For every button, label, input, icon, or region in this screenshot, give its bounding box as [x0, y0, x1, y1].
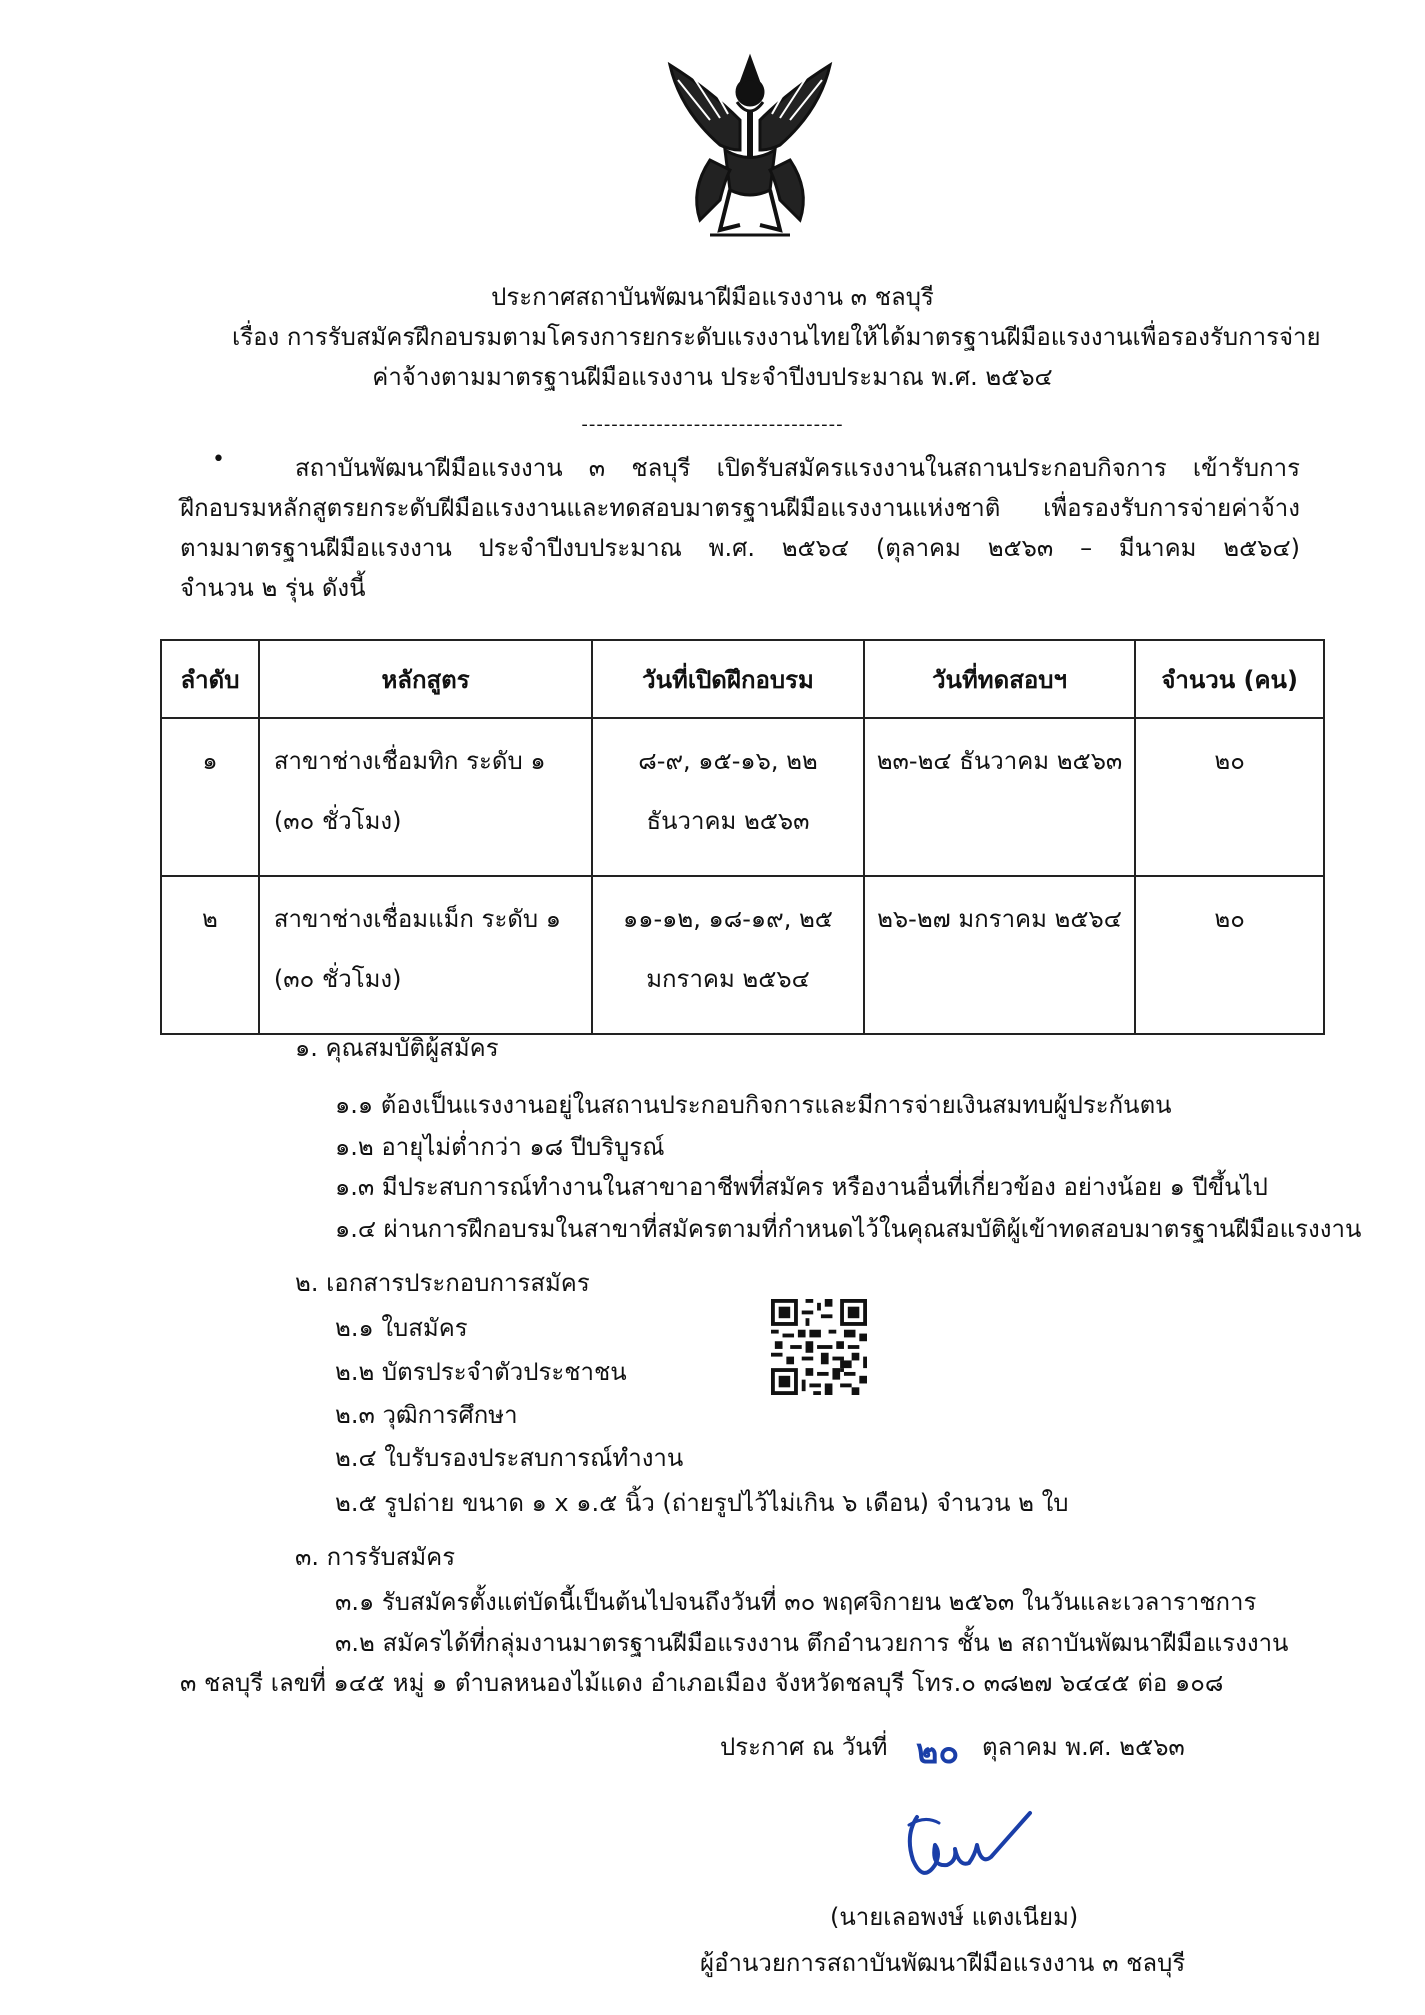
train-month: มกราคม ๒๕๖๔ [646, 965, 810, 993]
train-days: ๘-๙, ๑๕-๑๖, ๒๒ [638, 747, 818, 775]
row-test-date: ๒๖-๒๗ มกราคม ๒๕๖๔ [864, 876, 1136, 1034]
garuda-emblem-icon [650, 40, 850, 245]
row-no: ๒ [161, 876, 259, 1034]
col-header-course: หลักสูตร [259, 640, 592, 718]
col-header-test-date: วันที่ทดสอบฯ [864, 640, 1136, 718]
row-count: ๒๐ [1135, 876, 1324, 1034]
course-name: สาขาช่างเชื่อมทิก ระดับ ๑ [273, 747, 546, 775]
announce-date-suffix: ตุลาคม พ.ศ. ๒๕๖๓ [982, 1733, 1185, 1761]
row-train-date [592, 876, 864, 1034]
announcement-title: ประกาศสถาบันพัฒนาฝีมือแรงงาน ๓ ชลบุรี [491, 283, 934, 311]
section-2-item-5: ๒.๕ รูปถ่าย ขนาด ๑ x ๑.๕ นิ้ว (ถ่ายรูปไว้ไม่เกิน ๖ เดือน) จำนวน ๒ ใบ [335, 1489, 1069, 1517]
train-month: ธันวาคม ๒๕๖๓ [646, 807, 810, 835]
section-2-item-4: ๒.๔ ใบรับรองประสบการณ์ทำงาน [335, 1444, 684, 1472]
handwritten-signature-icon [895, 1805, 1035, 1895]
section-1-item-3: ๑.๓ มีประสบการณ์ทำงานในสาขาอาชีพที่สมัคร หรืองานอื่นที่เกี่ยวข้อง อย่างน้อย ๑ ปีขึ้นไป [335, 1173, 1268, 1201]
col-header-count: จำนวน (คน) [1135, 640, 1324, 718]
announce-date-prefix: ประกาศ ณ วันที่ [720, 1733, 888, 1761]
col-header-no: ลำดับ [161, 640, 259, 718]
row-test-date: ๒๓-๒๔ ธันวาคม ๒๕๖๓ [864, 718, 1136, 876]
table-row [161, 876, 1324, 1034]
intro-line-1: สถาบันพัฒนาฝีมือแรงงาน ๓ ชลบุรี เปิดรับสมัครแรงงานในสถานประกอบกิจการ เข้ารับการ [295, 454, 1300, 482]
row-course [259, 876, 592, 1034]
course-hours: (๓๐ ชั่วโมง) [273, 807, 402, 835]
section-2-item-1: ๒.๑ ใบสมัคร [335, 1314, 468, 1342]
intro-paragraph [180, 448, 1300, 608]
intro-line-3: ตามมาตรฐานฝีมือแรงงาน ประจำปีงบประมาณ พ.ศ. ๒๕๖๔ (ตุลาคม ๒๕๖๓ – มีนาคม ๒๕๖๔) [180, 534, 1300, 562]
section-2-item-2: ๒.๒ บัตรประจำตัวประชาชน [335, 1358, 627, 1386]
table-row [161, 718, 1324, 876]
section-1-item-4: ๑.๔ ผ่านการฝึกอบรมในสาขาที่สมัครตามที่กำหนดไว้ในคุณสมบัติผู้เข้าทดสอบมาตรฐานฝีมือแรงงาน [335, 1215, 1362, 1243]
bullet-mark: • [212, 447, 225, 472]
section-2-item-3: ๒.๓ วุฒิการศึกษา [335, 1401, 518, 1429]
signer-position: ผู้อำนวยการสถาบันพัฒนาฝีมือแรงงาน ๓ ชลบุรี [700, 1949, 1186, 1977]
subject-line-2: ค่าจ้างตามมาตรฐานฝีมือแรงงาน ประจำปีงบประมาณ พ.ศ. ๒๕๖๔ [372, 363, 1053, 391]
row-count: ๒๐ [1135, 718, 1324, 876]
col-header-train-date: วันที่เปิดฝึกอบรม [592, 640, 864, 718]
row-train-date [592, 718, 864, 876]
section-3-item-2-line-1: ๓.๒ สมัครได้ที่กลุ่มงานมาตรฐานฝีมือแรงงาน ตึกอำนวยการ ชั้น ๒ สถาบันพัฒนาฝีมือแรงงาน [335, 1629, 1289, 1657]
section-3-item-1: ๓.๑ รับสมัครตั้งแต่บัดนี้เป็นต้นไปจนถึงวันที่ ๓๐ พฤศจิกายน ๒๕๖๓ ในวันและเวลาราชการ [335, 1588, 1257, 1616]
section-2-title: ๒. เอกสารประกอบการสมัคร [295, 1269, 590, 1297]
signer-name: (นายเลอพงษ์ แตงเนียม) [830, 1903, 1079, 1931]
subject-line-1: เรื่อง การรับสมัครฝึกอบรมตามโครงการยกระดับแรงงานไทยให้ได้มาตรฐานฝีมือแรงงานเพื่อรองรับการจ่าย [232, 323, 1321, 351]
row-no: ๑ [161, 718, 259, 876]
section-1-title: ๑. คุณสมบัติผู้สมัคร [295, 1034, 499, 1062]
table-header-row [161, 640, 1324, 718]
section-3-item-2-line-2: ๓ ชลบุรี เลขที่ ๑๔๕ หมู่ ๑ ตำบลหนองไม้แดง อำเภอเมือง จังหวัดชลบุรี โทร.๐ ๓๘๒๗ ๖๔๔๕ ต่อ ๑๐๘ [180, 1669, 1224, 1697]
course-hours: (๓๐ ชั่วโมง) [273, 965, 402, 993]
intro-line-2: ฝึกอบรมหลักสูตรยกระดับฝีมือแรงงานและทดสอบมาตรฐานฝีมือแรงงานแห่งชาติ เพื่อรองรับการจ่ายค่าจ้าง [180, 494, 1300, 522]
section-1-item-1: ๑.๑ ต้องเป็นแรงงานอยู่ในสถานประกอบกิจการและมีการจ่ายเงินสมทบผู้ประกันตน [335, 1091, 1172, 1119]
section-1-item-2: ๑.๒ อายุไม่ต่ำกว่า ๑๘ ปีบริบูรณ์ [335, 1133, 665, 1161]
intro-line-4: จำนวน ๒ รุ่น ดังนี้ [180, 574, 366, 602]
section-3-title: ๓. การรับสมัคร [295, 1543, 456, 1571]
course-name: สาขาช่างเชื่อมแม็ก ระดับ ๑ [273, 905, 562, 933]
title-separator: ----------------------------------- [581, 414, 844, 435]
announce-date-day: ๒๐ [916, 1732, 960, 1772]
course-table [160, 639, 1325, 1035]
qr-code-icon[interactable] [771, 1299, 867, 1395]
row-course [259, 718, 592, 876]
train-days: ๑๑-๑๒, ๑๘-๑๙, ๒๕ [623, 905, 833, 933]
